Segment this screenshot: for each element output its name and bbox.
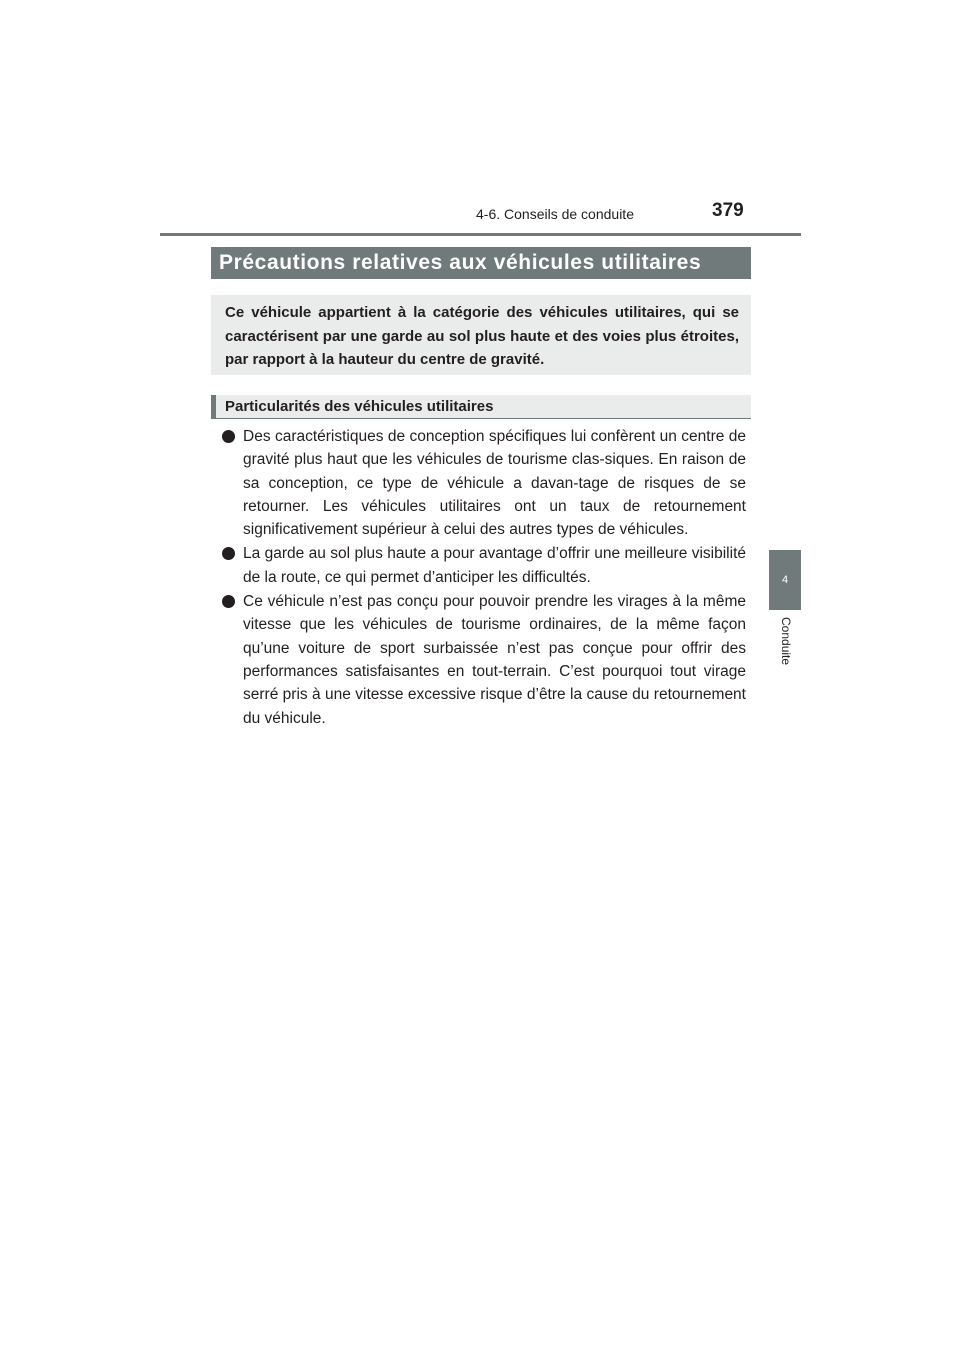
bullet-icon (222, 430, 235, 443)
subheading-accent (211, 395, 216, 418)
section-title: 4-6. Conseils de conduite (476, 206, 634, 222)
bullet-text: La garde au sol plus haute a pour avantage d’offrir une meilleure visibilité de la route, ce qui permet d’anticiper les difficultés. (243, 545, 746, 586)
page-title-text: Précautions relatives aux véhicules utilitaires (219, 251, 702, 274)
subheading-bar (211, 395, 751, 419)
page-number: 379 (712, 200, 744, 221)
header-divider (160, 233, 801, 236)
intro-box (211, 295, 751, 375)
list-item (222, 590, 746, 730)
chapter-tab (769, 550, 801, 610)
bullet-text: Des caractéristiques de conception spécifiques lui confèrent un centre de gravité plus haut que les véhicules de tourisme clas-siques. En raison de sa conception, ce type de véhicule a davan-tage de risques de se retourner. Les véhicules utilitaires ont un taux de retournement significativement supérieur à celui des autres types de véhicules. (243, 428, 746, 539)
bullet-icon (222, 547, 235, 560)
chapter-number: 4 (781, 574, 789, 586)
bullet-list (222, 425, 746, 731)
intro-text: Ce véhicule appartient à la catégorie des véhicules utilitaires, qui se caractérisent par une garde au sol plus haute et des voies plus étroites, par rapport à la hauteur du centre de gravité. (225, 304, 739, 368)
list-item (222, 425, 746, 541)
page-title (211, 247, 751, 279)
chapter-label: Conduite (779, 617, 793, 666)
list-item (222, 542, 746, 589)
bullet-icon (222, 595, 235, 608)
bullet-text: Ce véhicule n’est pas conçu pour pouvoir prendre les virages à la même vitesse que les véhicules de tourisme ordinaires, de la même façon qu’une voiture de sport surbaissée n’est pas conçue pour offrir des performances satisfaisantes en tout-terrain. C’est pourquoi tout virage serré pris à une vitesse excessive risque d’être la cause du retournement du véhicule. (243, 593, 746, 727)
subheading-text: Particularités des véhicules utilitaires (225, 398, 494, 415)
